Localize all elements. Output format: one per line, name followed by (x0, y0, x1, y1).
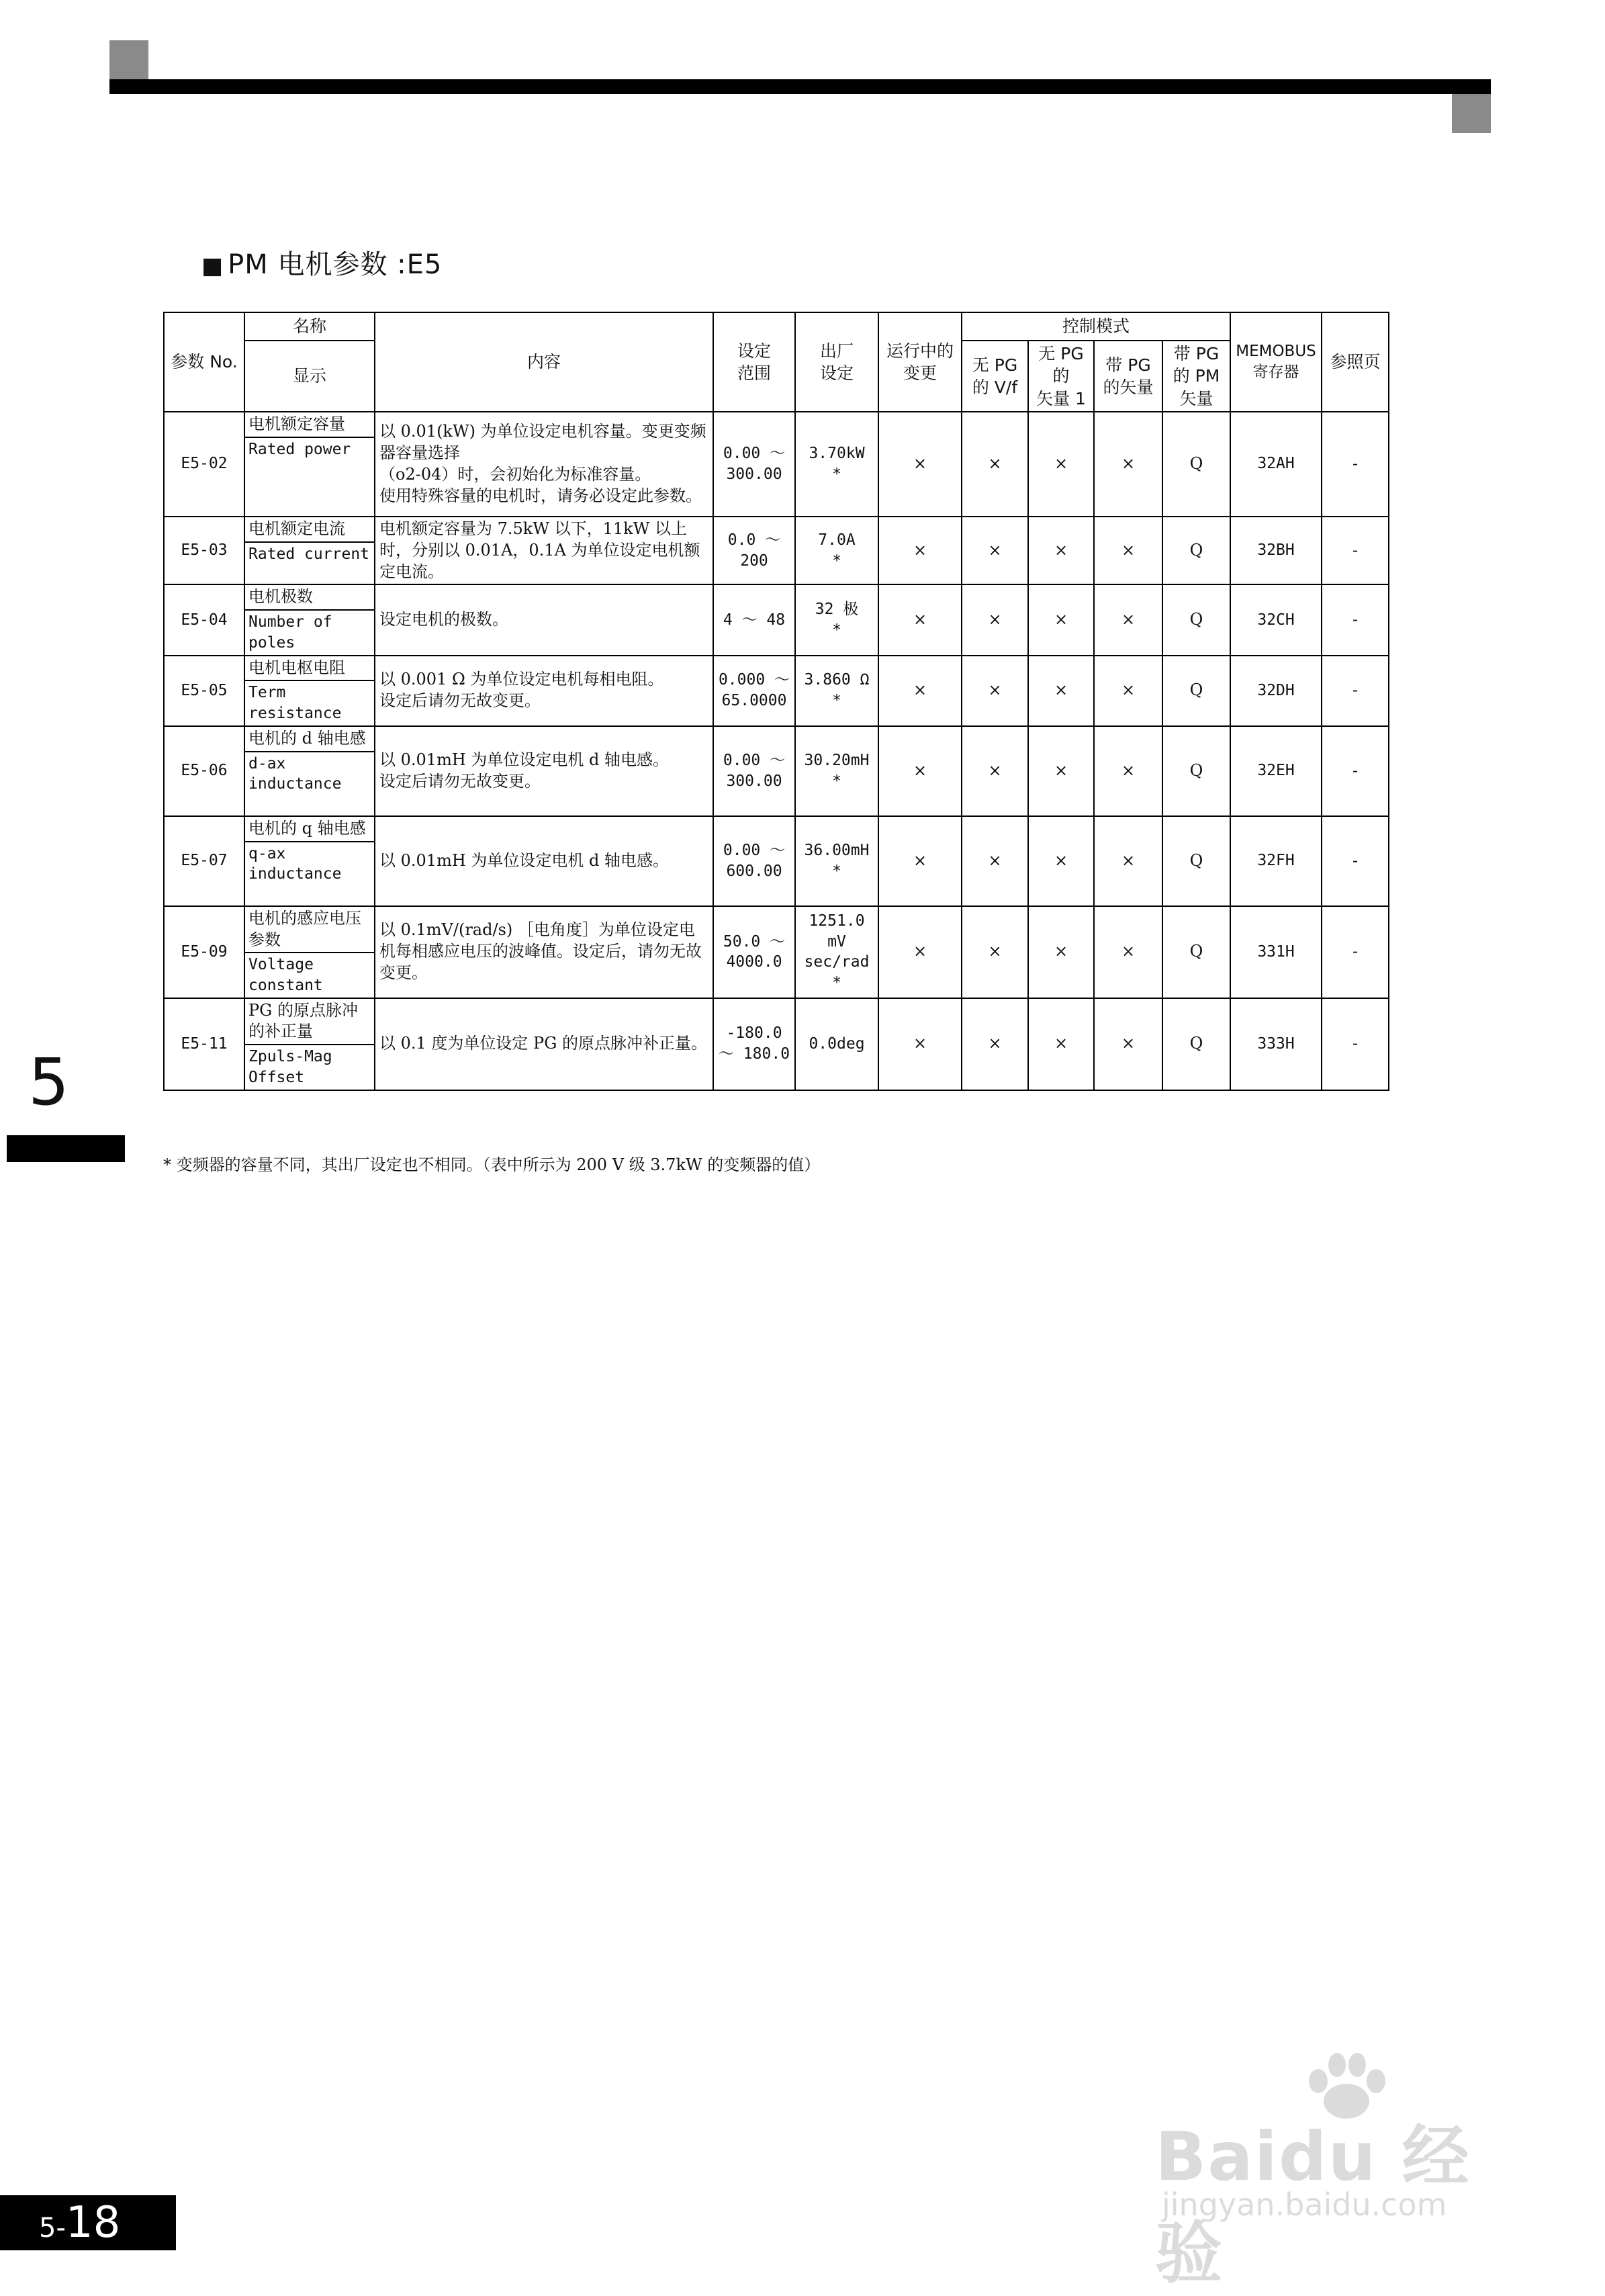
header-mode-vector: 无 PG 的 矢量 1 (1028, 341, 1094, 412)
param-name-zh: 电机额定容量 (245, 412, 374, 438)
header-param-no: 参数 No. (164, 312, 244, 412)
header-mode-pm-vector: 带 PG 的 PM 矢量 (1162, 341, 1230, 412)
header-mode-vf: 无 PG 的 V/f (962, 341, 1028, 412)
param-change-running: × (878, 998, 962, 1090)
param-mode-pm-vector: Q (1162, 998, 1230, 1090)
param-content: 以 0.01mH 为单位设定电机 d 轴电感。 (375, 816, 713, 906)
param-name (244, 584, 375, 655)
header-square-right (1452, 94, 1491, 133)
page-number (39, 2195, 120, 2250)
param-name-display: q-ax inductance (248, 844, 342, 883)
param-factory: 30.20mH * (795, 726, 878, 816)
header-display: 显示 (244, 341, 375, 412)
header-range: 设定 范围 (713, 312, 795, 412)
param-name-zh: 电机额定电流 (245, 517, 374, 543)
header-content: 内容 (375, 312, 713, 412)
param-memobus: 32EH (1230, 726, 1322, 816)
param-mode-vector: × (1028, 412, 1094, 517)
param-ref-page: - (1322, 998, 1389, 1090)
param-no: E5-05 (164, 656, 244, 726)
param-name-zh: PG 的原点脉冲的补正量 (245, 999, 374, 1046)
param-range: 0.00 ～ 600.00 (713, 816, 795, 906)
param-mode-vector: × (1028, 656, 1094, 726)
param-mode-vf: × (962, 906, 1028, 998)
table-row (164, 906, 1389, 998)
param-change-running: × (878, 906, 962, 998)
param-mode-pm-vector: Q (1162, 656, 1230, 726)
page-number-main: 18 (65, 2198, 121, 2248)
param-memobus: 333H (1230, 998, 1322, 1090)
param-factory: 3.860 Ω * (795, 656, 878, 726)
param-name-display: Term resistance (248, 684, 342, 723)
param-mode-pg-vector: × (1094, 816, 1162, 906)
param-name-zh: 电机的 q 轴电感 (245, 817, 374, 842)
table-row (164, 517, 1389, 585)
param-name-zh: 电机电枢电阻 (245, 656, 374, 682)
param-factory: 32 极 * (795, 584, 878, 655)
param-change-running: × (878, 726, 962, 816)
header-rule (109, 79, 1491, 94)
param-range: 0.000 ～ 65.0000 (713, 656, 795, 726)
page-number-prefix: 5- (39, 2213, 66, 2244)
param-name-zh: 电机的感应电压参数 (245, 907, 374, 954)
param-name (244, 998, 375, 1090)
param-mode-pg-vector: × (1094, 726, 1162, 816)
param-no: E5-11 (164, 998, 244, 1090)
param-name-display: Number of poles (248, 613, 332, 652)
param-no: E5-04 (164, 584, 244, 655)
param-mode-pg-vector: × (1094, 998, 1162, 1090)
header-name: 名称 (244, 312, 375, 341)
param-no: E5-09 (164, 906, 244, 998)
param-range: 0.00 ～ 300.00 (713, 412, 795, 517)
param-change-running: × (878, 412, 962, 517)
chapter-bar (7, 1135, 125, 1162)
param-mode-pg-vector: × (1094, 584, 1162, 655)
param-no: E5-06 (164, 726, 244, 816)
param-factory: 3.70kW * (795, 412, 878, 517)
param-mode-vector: × (1028, 816, 1094, 906)
param-no: E5-07 (164, 816, 244, 906)
param-mode-pm-vector: Q (1162, 726, 1230, 816)
param-content: 设定电机的极数。 (375, 584, 713, 655)
param-ref-page: - (1322, 726, 1389, 816)
table-row (164, 412, 1389, 517)
param-change-running: × (878, 656, 962, 726)
param-range: 4 ～ 48 (713, 584, 795, 655)
param-name (244, 816, 375, 906)
param-no: E5-02 (164, 412, 244, 517)
param-range: -180.0 ～ 180.0 (713, 998, 795, 1090)
param-memobus: 331H (1230, 906, 1322, 998)
param-mode-vf: × (962, 517, 1028, 585)
param-no: E5-03 (164, 517, 244, 585)
header-factory: 出厂 设定 (795, 312, 878, 412)
param-name-display: d-ax inductance (248, 754, 342, 793)
param-mode-vector: × (1028, 906, 1094, 998)
param-ref-page: - (1322, 517, 1389, 585)
param-mode-pm-vector: Q (1162, 412, 1230, 517)
param-mode-vector: × (1028, 517, 1094, 585)
watermark-text: Baidu 经验 (1155, 2117, 1471, 2293)
footnote: * 变频器的容量不同，其出厂设定也不相同。（表中所示为 200 V 级 3.7kW 的变频器的值） (163, 1155, 821, 1174)
param-content: 电机额定容量为 7.5kW 以下，11kW 以上时，分别以 0.01A，0.1A 为单位设定电机额定电流。 (375, 517, 713, 585)
param-mode-vector: × (1028, 726, 1094, 816)
param-change-running: × (878, 816, 962, 906)
param-mode-vf: × (962, 726, 1028, 816)
table-row (164, 584, 1389, 655)
param-change-running: × (878, 517, 962, 585)
param-mode-vector: × (1028, 584, 1094, 655)
param-range: 0.0 ～ 200 (713, 517, 795, 585)
section-marker: ■ (201, 253, 224, 279)
param-name (244, 656, 375, 726)
param-range: 50.0 ～ 4000.0 (713, 906, 795, 998)
param-mode-pm-vector: Q (1162, 816, 1230, 906)
param-content: 以 0.1mV/(rad/s) ［电角度］为单位设定电机每相感应电压的波峰值。设定后，请勿无故变更。 (375, 906, 713, 998)
param-mode-pg-vector: × (1094, 412, 1162, 517)
param-content: 以 0.01mH 为单位设定电机 d 轴电感。 设定后请勿无故变更。 (375, 726, 713, 816)
param-mode-pg-vector: × (1094, 656, 1162, 726)
param-mode-vf: × (962, 816, 1028, 906)
header-mode-pg-vector: 带 PG 的矢量 (1094, 341, 1162, 412)
param-factory: 1251.0 mV sec/rad * (795, 906, 878, 998)
param-content: 以 0.1 度为单位设定 PG 的原点脉冲补正量。 (375, 998, 713, 1090)
header-change-running: 运行中的 变更 (878, 312, 962, 412)
param-memobus: 32BH (1230, 517, 1322, 585)
header-ref-page: 参照页 (1322, 312, 1389, 412)
header-square-left (109, 40, 148, 81)
param-mode-pm-vector: Q (1162, 584, 1230, 655)
param-name-display: Zpuls-Mag Offset (248, 1048, 332, 1086)
param-ref-page: - (1322, 906, 1389, 998)
param-ref-page: - (1322, 656, 1389, 726)
baidu-watermark (1155, 2049, 1531, 2293)
param-mode-vf: × (962, 584, 1028, 655)
param-mode-pm-vector: Q (1162, 906, 1230, 998)
header-control-mode: 控制模式 (962, 312, 1230, 341)
param-ref-page: - (1322, 584, 1389, 655)
param-name-zh: 电机极数 (245, 585, 374, 611)
table-row (164, 998, 1389, 1090)
parameter-table (163, 312, 1389, 1091)
param-factory: 0.0deg (795, 998, 878, 1090)
param-name (244, 517, 375, 585)
param-memobus: 32AH (1230, 412, 1322, 517)
param-factory: 36.00mH * (795, 816, 878, 906)
table-row (164, 726, 1389, 816)
param-ref-page: - (1322, 816, 1389, 906)
param-name-display: Rated power (248, 440, 351, 458)
param-range: 0.00 ～ 300.00 (713, 726, 795, 816)
param-content: 以 0.001 Ω 为单位设定电机每相电阻。 设定后请勿无故变更。 (375, 656, 713, 726)
watermark-sub: jingyan.baidu.com (1162, 2187, 1447, 2223)
param-mode-pm-vector: Q (1162, 517, 1230, 585)
param-name-zh: 电机的 d 轴电感 (245, 727, 374, 752)
param-factory: 7.0A * (795, 517, 878, 585)
param-mode-vf: × (962, 412, 1028, 517)
param-mode-vf: × (962, 998, 1028, 1090)
chapter-number: 5 (28, 1045, 70, 1120)
param-mode-pg-vector: × (1094, 906, 1162, 998)
param-name-display: Rated current (248, 545, 370, 563)
section-title-text: PM 电机参数 :E5 (228, 249, 443, 280)
section-title (201, 243, 442, 281)
table-body (164, 412, 1389, 1090)
table-row (164, 656, 1389, 726)
param-name (244, 726, 375, 816)
param-content: 以 0.01(kW) 为单位设定电机容量。变更变频器容量选择 （o2-04）时，会初始化为标准容量。 使用特殊容量的电机时，请务必设定此参数。 (375, 412, 713, 517)
param-name (244, 906, 375, 998)
header-memobus: MEMOBUS 寄存器 (1230, 312, 1322, 412)
table-row (164, 816, 1389, 906)
param-memobus: 32DH (1230, 656, 1322, 726)
param-memobus: 32FH (1230, 816, 1322, 906)
param-name-display: Voltage constant (248, 956, 323, 994)
param-change-running: × (878, 584, 962, 655)
param-memobus: 32CH (1230, 584, 1322, 655)
param-mode-pg-vector: × (1094, 517, 1162, 585)
param-ref-page: - (1322, 412, 1389, 517)
param-name (244, 412, 375, 517)
param-mode-vf: × (962, 656, 1028, 726)
param-mode-vector: × (1028, 998, 1094, 1090)
